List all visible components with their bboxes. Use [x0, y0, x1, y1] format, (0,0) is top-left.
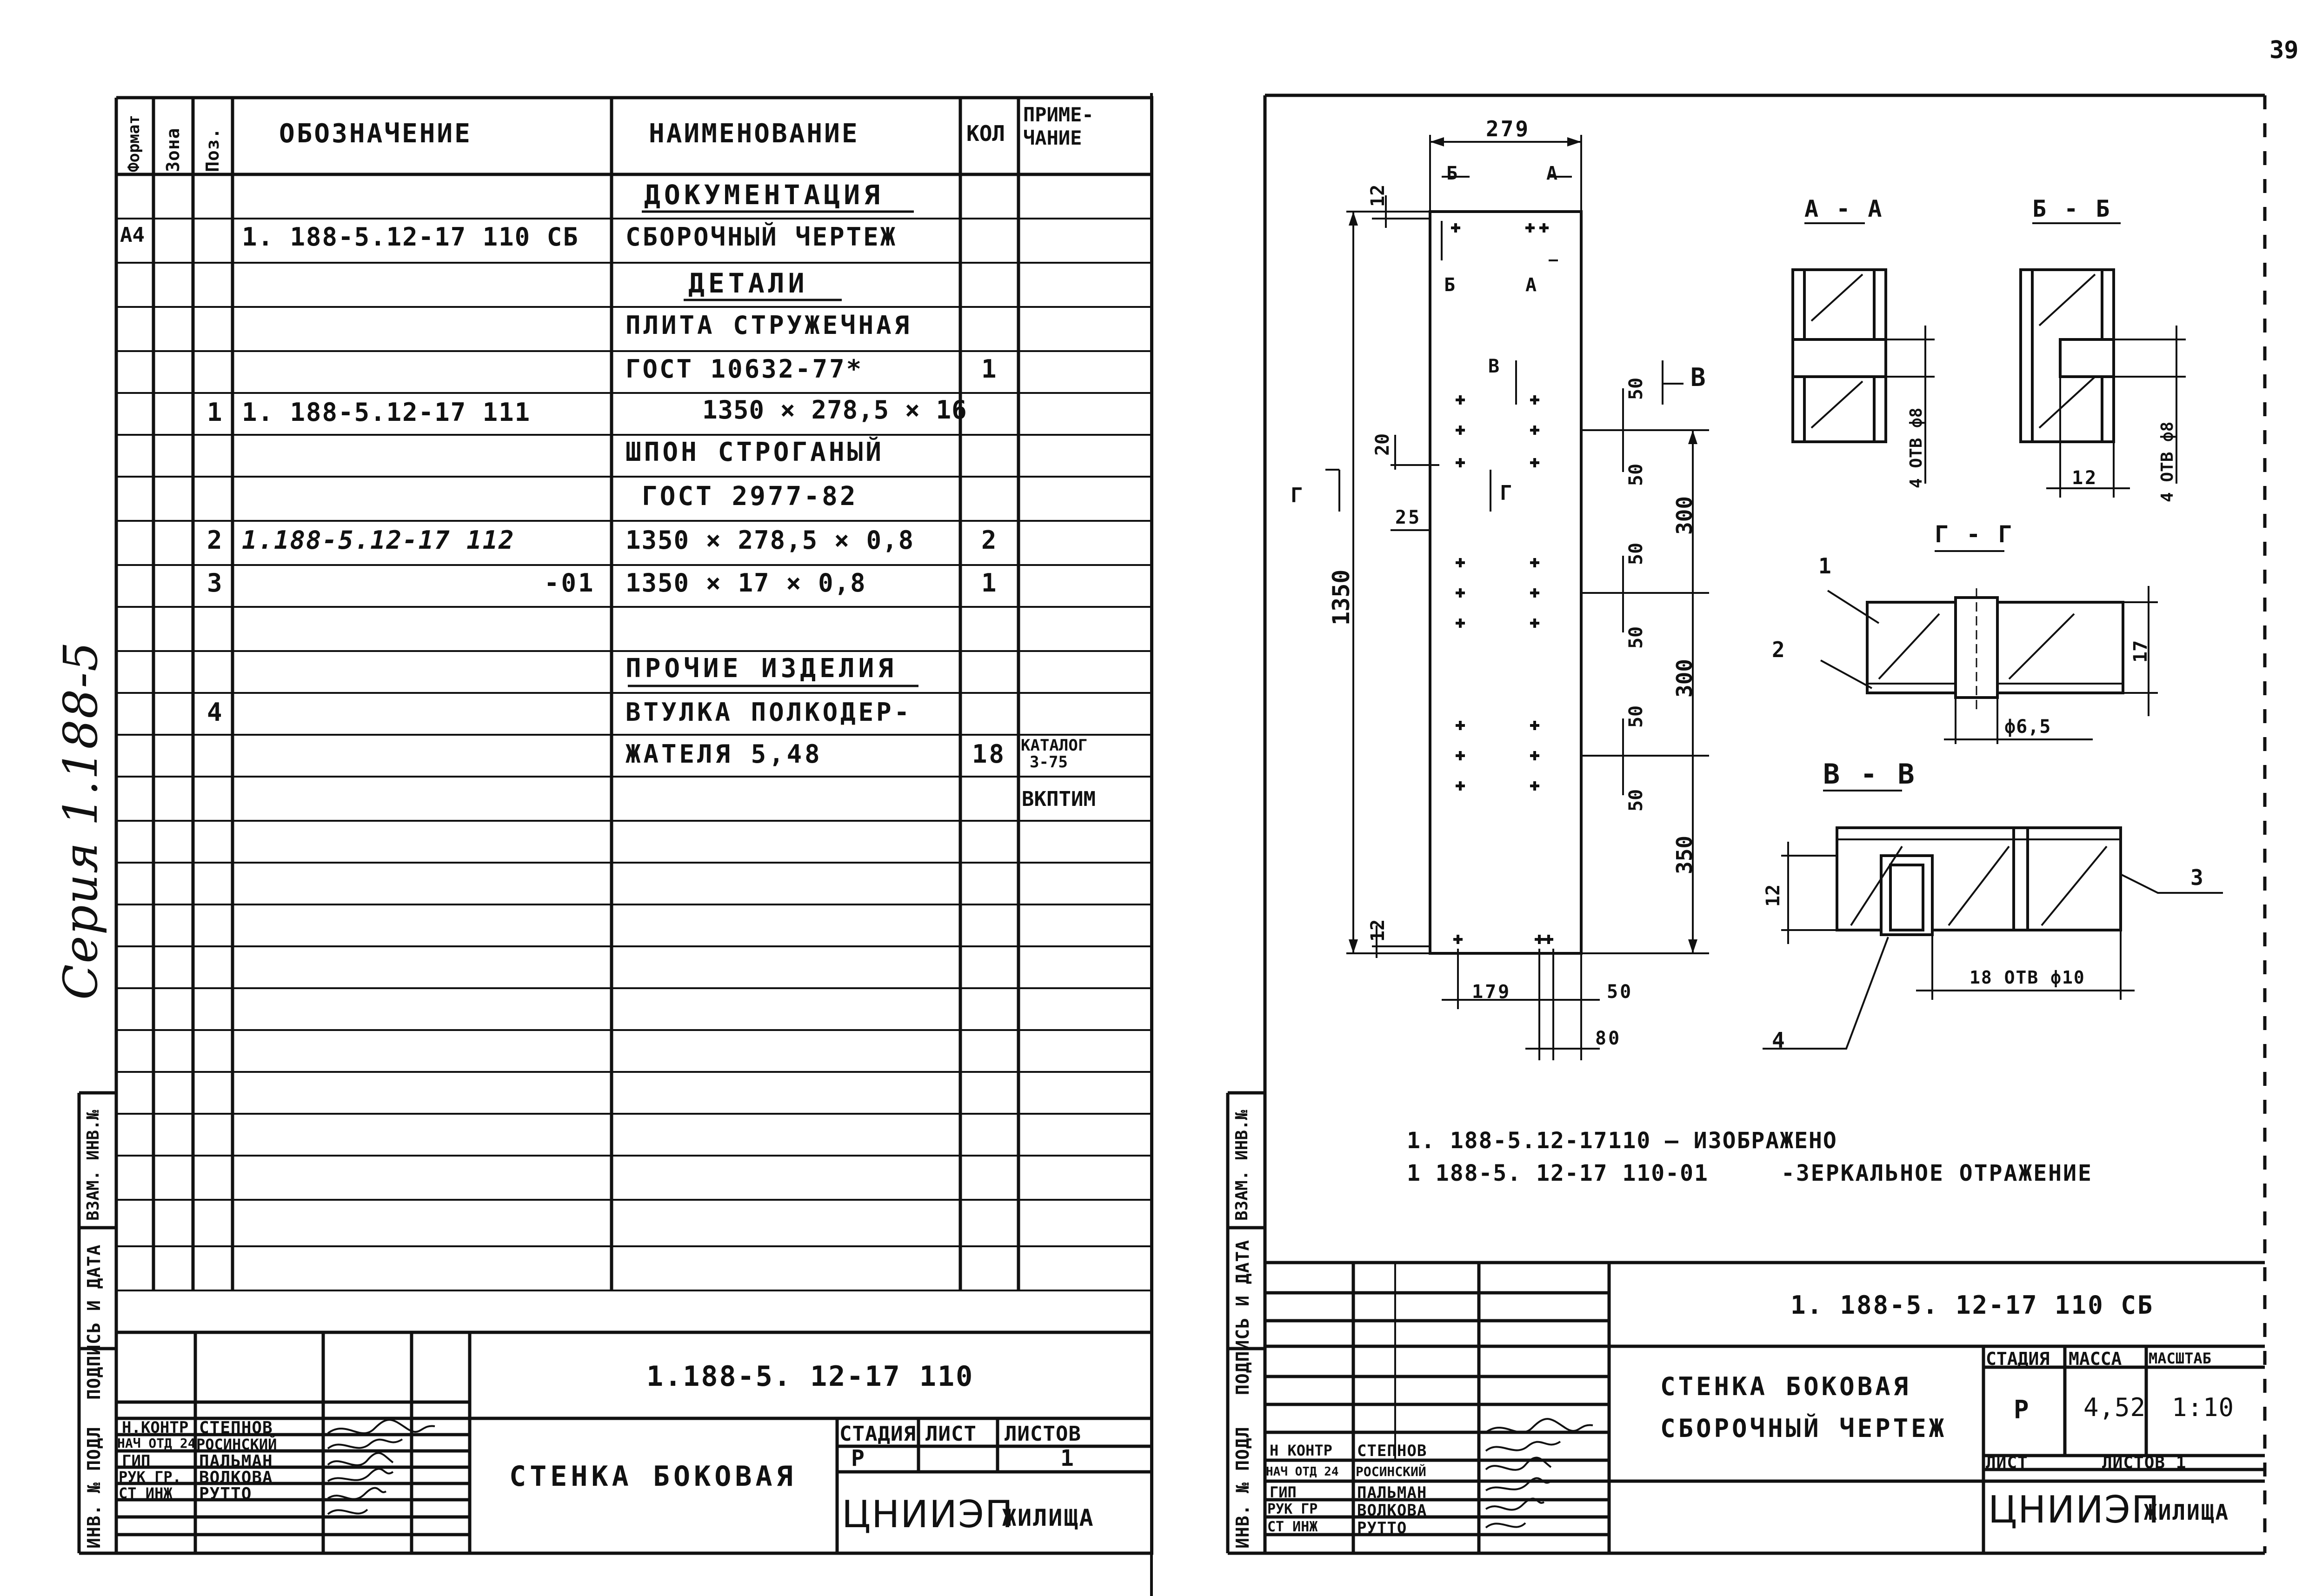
- row-8-name: 1350 × 278,5 × 0,8: [625, 525, 915, 555]
- cut-mark-a-top: А: [1546, 163, 1560, 184]
- left-tb-org-suffix: ЖИЛИЩА: [1002, 1504, 1095, 1531]
- section-vv: [1763, 791, 2223, 1049]
- right-side-label-vzam: ВЗАМ. ИНВ.№: [1232, 1110, 1251, 1221]
- col-header-pos: Поз.: [202, 127, 223, 172]
- row-9-qty: 1: [981, 568, 998, 598]
- section-vv-dim: 12: [1763, 884, 1784, 907]
- dim-350: 350: [1672, 835, 1697, 874]
- row-14-note: ВКПТИМ: [1022, 787, 1096, 811]
- right-tb-role-3: РУК ГР: [1267, 1501, 1318, 1517]
- row-4-name: ГОСТ 10632-77*: [625, 354, 864, 384]
- col-header-name: НАИМЕНОВАНИЕ: [649, 119, 859, 149]
- note-0-text: – ИЗОБРАЖЕНО: [1665, 1128, 1837, 1154]
- row-8-pos: 2: [207, 525, 224, 555]
- right-tb-person-0: СТЕПНОВ: [1357, 1442, 1427, 1460]
- right-tb-role-2: ГИП: [1270, 1483, 1297, 1501]
- section-gg-title: Г - Г: [1935, 521, 2014, 548]
- row-9-pos: 3: [207, 568, 224, 598]
- section-bb-dim: 12: [2072, 467, 2098, 489]
- left-side-label-sign: ПОДПИСЬ И ДАТА: [84, 1244, 104, 1400]
- cut-mark-v-right: В: [1690, 363, 1708, 392]
- row-13-note: КАТАЛОГ 3-75: [1021, 736, 1088, 771]
- left-tb-person-3: ВОЛКОВА: [199, 1468, 273, 1487]
- dim-50-5: 50: [1625, 705, 1647, 728]
- right-tb-stage: Р: [2014, 1395, 2031, 1424]
- dim-300-1: 300: [1672, 496, 1697, 535]
- leader-3: 3: [2190, 865, 2205, 890]
- left-tb-org: ЦНИИЭП: [842, 1493, 1014, 1536]
- dim-80: 80: [1595, 1028, 1622, 1049]
- note-0-code: 1. 188-5.12-17110: [1407, 1128, 1651, 1154]
- row-4-qty: 1: [981, 354, 998, 384]
- left-tb-code: 1.188-5. 12-17 110: [646, 1360, 974, 1393]
- right-tb-role-1: НАЧ ОТД 24: [1266, 1465, 1339, 1479]
- leader-4: 4: [1772, 1028, 1787, 1053]
- cut-mark-b-bottom: Б: [1444, 274, 1457, 296]
- row-11-name: ПРОЧИЕ ИЗДЕЛИЯ: [625, 653, 898, 684]
- row-6-name: ШПОН СТРОГАНЫЙ: [625, 437, 885, 467]
- section-gg-hole: ф6,5: [2004, 716, 2051, 738]
- left-tb-stage: Р: [851, 1445, 866, 1471]
- row-5-name: 1350 × 278,5 × 16: [702, 395, 967, 425]
- left-tb-sheet-label: ЛИСТ: [925, 1422, 977, 1446]
- left-tb-role-1: НАЧ ОТД 24: [117, 1436, 196, 1451]
- note-1-code: 1 188-5. 12-17 110-01: [1407, 1160, 1709, 1186]
- series-handwritten: Серия 1.188-5: [53, 641, 108, 1000]
- col-header-zone: Зона: [163, 127, 183, 172]
- row-3-name: ПЛИТА СТРУЖЕЧНАЯ: [625, 311, 912, 340]
- row-13-name: ЖАТЕЛЯ 5,48: [625, 739, 823, 769]
- right-tb-role-4: СТ ИНЖ: [1267, 1519, 1318, 1535]
- row-12-pos: 4: [207, 698, 224, 727]
- left-tb-person-2: ПАЛЬМАН: [199, 1452, 273, 1471]
- dim-top-margin: 12: [1367, 184, 1389, 207]
- dim-50-4: 50: [1625, 626, 1647, 649]
- right-tb-person-4: РУТТО: [1357, 1519, 1407, 1537]
- col-header-format: Формат: [125, 115, 143, 172]
- row-0-name: ДОКУМЕНТАЦИЯ: [644, 179, 884, 211]
- right-tb-sheets-label: ЛИСТОВ 1: [2102, 1453, 2187, 1472]
- right-side-label-sign: ПОДПИСЬ И ДАТА: [1232, 1239, 1253, 1395]
- page-number: 39: [2269, 36, 2299, 64]
- row-1-name: СБОРОЧНЫЙ ЧЕРТЕЖ: [625, 222, 898, 252]
- leader-2: 2: [1772, 637, 1787, 662]
- section-vv-holes: 18 ОТВ ф10: [1970, 967, 2085, 988]
- cut-mark-g-left: Г: [1291, 484, 1305, 507]
- dim-50-2: 50: [1625, 463, 1647, 486]
- left-tb-role-2: ГИП: [122, 1452, 151, 1470]
- right-tb-mass-label: МАССА: [2069, 1349, 2122, 1369]
- dim-50-3: 50: [1625, 542, 1647, 565]
- dim-300-2: 300: [1672, 658, 1697, 698]
- dim-width: 279: [1486, 116, 1530, 141]
- right-tb-person-1: РОСИНСКИЙ: [1356, 1464, 1426, 1479]
- section-gg: [1821, 551, 2158, 744]
- section-bb-holes: 4 ОТВ ф8: [2158, 421, 2177, 502]
- left-tb-person-4: РУТТО: [199, 1484, 252, 1503]
- cut-mark-b-top: Б: [1446, 163, 1460, 184]
- right-side-label-inv: ИНВ. № ПОДЛ: [1232, 1426, 1253, 1549]
- cut-mark-v-left: В: [1488, 356, 1502, 377]
- right-tb-name-1: СТЕНКА БОКОВАЯ: [1660, 1372, 1911, 1401]
- section-bb-title: Б - Б: [2032, 195, 2112, 222]
- left-tb-person-1: РОСИНСКИЙ: [196, 1436, 277, 1453]
- dim-25: 25: [1395, 507, 1422, 528]
- dim-50-bottom: 50: [1607, 981, 1633, 1003]
- col-header-qty: КОЛ: [966, 121, 1005, 146]
- row-8-qty: 2: [981, 525, 998, 555]
- left-tb-sheets: 1: [1060, 1445, 1076, 1471]
- row-9-name: 1350 × 17 × 0,8: [625, 568, 866, 598]
- row-7-name: ГОСТ 2977-82: [642, 481, 858, 512]
- right-tb-org-suffix: ЖИЛИЩА: [2144, 1500, 2230, 1525]
- dim-bottom-margin: 12: [1367, 919, 1389, 942]
- col-header-designation: ОБОЗНАЧЕНИЕ: [279, 119, 472, 149]
- leader-1: 1: [1818, 553, 1833, 579]
- dim-20: 20: [1372, 433, 1393, 456]
- section-gg-dim: 17: [2130, 640, 2151, 663]
- left-side-label-inv: ИНВ. № ПОДЛ: [84, 1426, 104, 1549]
- left-tb-stage-label: СТАДИЯ: [839, 1422, 916, 1446]
- right-tb-scale-label: МАСШТАБ: [2149, 1350, 2211, 1367]
- right-tb-sheet-label: ЛИСТ: [1986, 1453, 2028, 1472]
- section-aa-title: А - А: [1804, 195, 1884, 222]
- right-tb-org: ЦНИИЭП: [1988, 1488, 2160, 1531]
- section-aa-holes: 4 ОТВ ф8: [1907, 407, 1926, 488]
- right-tb-role-0: Н КОНТР: [1270, 1442, 1332, 1459]
- right-tb-mass: 4,52: [2083, 1393, 2146, 1422]
- cut-mark-g-right: Г: [1500, 481, 1514, 505]
- dim-50-1: 50: [1625, 377, 1647, 400]
- right-tb-code: 1. 188-5. 12-17 110 СБ: [1790, 1290, 2154, 1320]
- cut-mark-a-bottom: А: [1525, 274, 1539, 296]
- row-1-format: А4: [120, 223, 145, 247]
- right-tb-stage-label: СТАДИЯ: [1986, 1349, 2050, 1369]
- right-signatures: [1486, 1419, 1593, 1528]
- row-12-name: ВТУЛКА ПОЛКОДЕР-: [625, 698, 912, 727]
- right-tb-person-3: ВОЛКОВА: [1357, 1501, 1427, 1520]
- right-tb-name-2: СБОРОЧНЫЙ ЧЕРТЕЖ: [1660, 1414, 1947, 1443]
- row-8-designation: 1.188-5.12-17 112: [242, 525, 515, 555]
- row-9-designation: -01: [544, 568, 595, 598]
- left-side-label-vzam: ВЗАМ. ИНВ.№: [84, 1110, 103, 1221]
- row-2-name: ДЕТАЛИ: [688, 267, 808, 299]
- dim-179: 179: [1472, 981, 1511, 1003]
- section-vv-title: В - В: [1823, 758, 1916, 791]
- note-1-text: -ЗЕРКАЛЬНОЕ ОТРАЖЕНИЕ: [1781, 1160, 2093, 1186]
- right-tb-scale: 1:10: [2172, 1393, 2235, 1422]
- row-5-designation: 1. 188-5.12-17 111: [242, 398, 531, 427]
- right-tb-person-2: ПАЛЬМАН: [1357, 1483, 1427, 1502]
- col-header-note: ПРИМЕ- ЧАНИЕ: [1023, 103, 1094, 149]
- left-tb-role-4: СТ ИНЖ: [119, 1484, 173, 1502]
- row-1-designation: 1. 188-5.12-17 110 СБ: [242, 222, 579, 252]
- left-tb-name: СТЕНКА БОКОВАЯ: [509, 1460, 797, 1493]
- row-13-qty: 18: [972, 739, 1006, 769]
- left-tb-person-0: СТЕПНОВ: [199, 1418, 273, 1437]
- left-tb-role-0: Н.КОНТР: [122, 1418, 189, 1437]
- row-5-pos: 1: [207, 398, 224, 427]
- dim-height: 1350: [1328, 569, 1355, 625]
- dim-50-6: 50: [1625, 789, 1647, 811]
- left-tb-sheets-label: ЛИСТОВ: [1005, 1422, 1081, 1446]
- left-tb-role-3: РУК ГР.: [119, 1468, 181, 1486]
